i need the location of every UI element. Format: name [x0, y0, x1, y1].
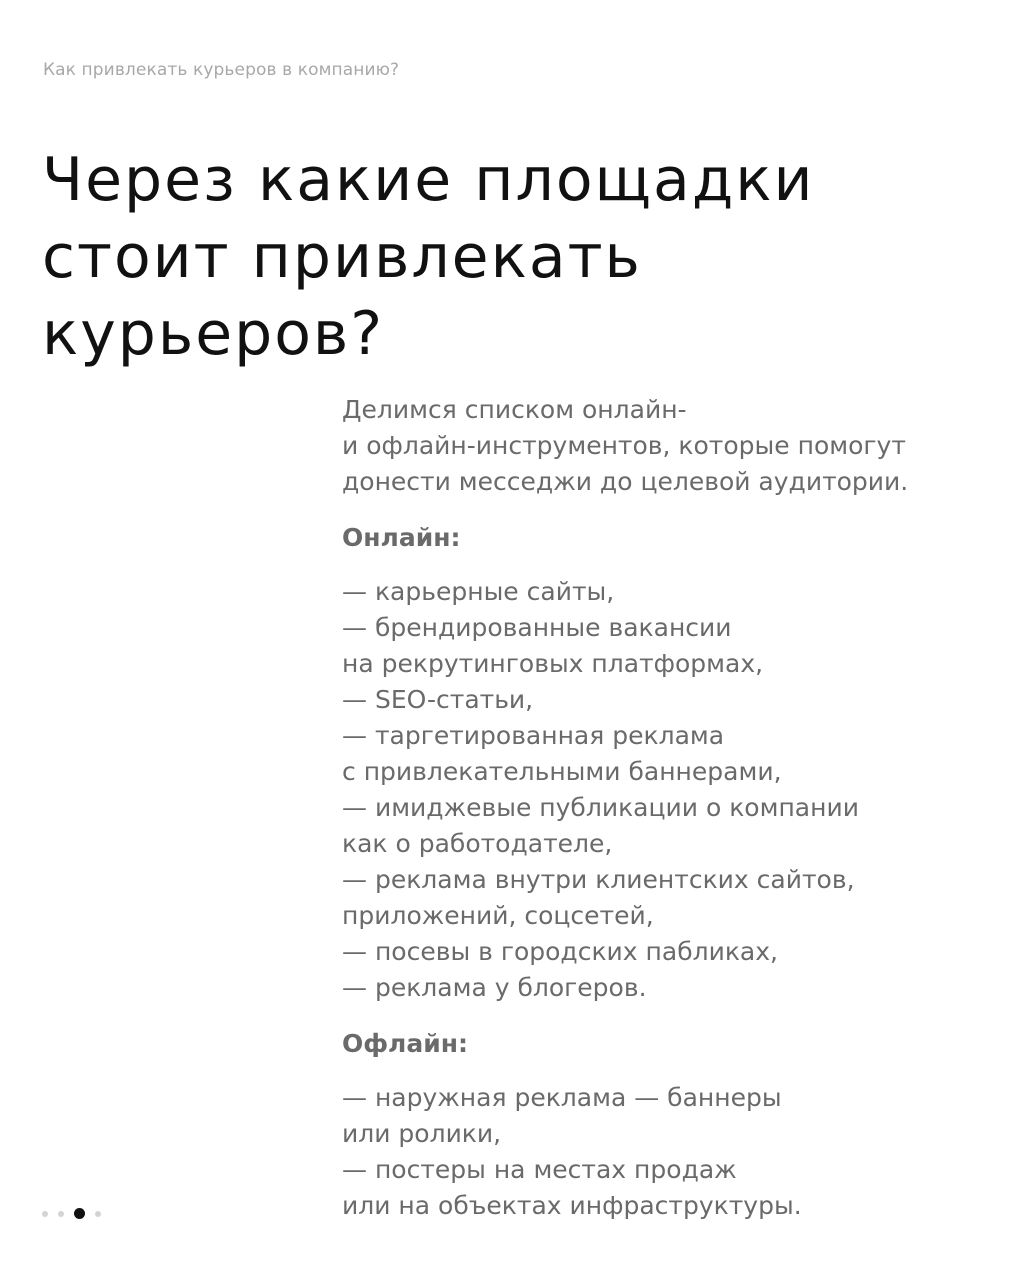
list-item: на рекрутинговых платформах,	[342, 649, 764, 678]
list-item: с привлекательными баннерами,	[342, 757, 782, 786]
list-item: — карьерные сайты,	[342, 577, 615, 606]
list-item: или на объектах инфраструктуры.	[342, 1191, 802, 1220]
intro-line: донести месседжи до целевой аудитории.	[342, 467, 909, 496]
pagination-dot[interactable]	[58, 1211, 64, 1217]
title-line: стоит привлекать	[42, 222, 642, 292]
list-item: — таргетированная реклама	[342, 721, 725, 750]
offline-heading: Офлайн:	[342, 1029, 469, 1058]
intro-line: и офлайн-инструментов, которые помогут	[342, 431, 906, 460]
list-item: приложений, соцсетей,	[342, 901, 654, 930]
list-item: — имиджевые публикации о компании	[342, 793, 859, 822]
online-heading: Онлайн:	[342, 523, 461, 552]
offline-list	[342, 1080, 1002, 1224]
pagination-dot[interactable]	[42, 1211, 48, 1217]
intro-line: Делимся списком онлайн-	[342, 395, 687, 424]
pagination-dot-active[interactable]	[74, 1208, 85, 1219]
list-item: — постеры на местах продаж	[342, 1155, 737, 1184]
list-item: — брендированные вакансии	[342, 613, 732, 642]
list-item: — SEO-статьи,	[342, 685, 534, 714]
pagination-dot[interactable]	[95, 1211, 101, 1217]
list-item: — посевы в городских пабликах,	[342, 937, 778, 966]
title-line: Через какие площадки	[42, 145, 815, 215]
intro-paragraph	[342, 392, 1002, 500]
pagination-dots	[42, 1208, 101, 1219]
title-line: курьеров?	[42, 299, 385, 369]
list-item: — реклама внутри клиентских сайтов,	[342, 865, 855, 894]
list-item: — реклама у блогеров.	[342, 973, 647, 1002]
list-item: — наружная реклама — баннеры	[342, 1083, 782, 1112]
body-content	[342, 392, 1002, 1244]
kicker-text: Как привлекать курьеров в компанию?	[43, 60, 400, 80]
list-item: как о работодателе,	[342, 829, 613, 858]
page-title	[42, 142, 992, 373]
list-item: или ролики,	[342, 1119, 502, 1148]
online-list	[342, 574, 1002, 1006]
